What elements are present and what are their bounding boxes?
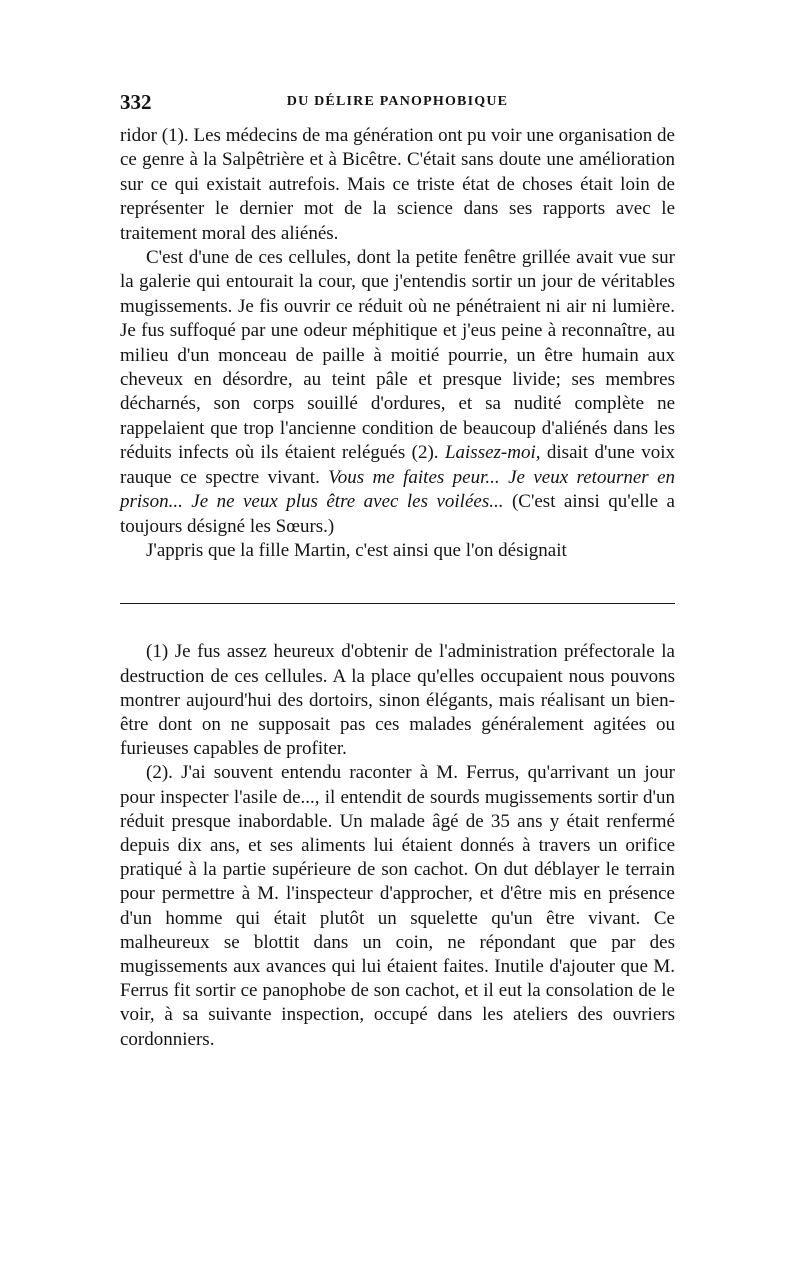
- quote-laissez-moi: Laissez-moi,: [444, 442, 541, 464]
- page-header: [120, 90, 675, 116]
- paragraph-cells-text: C'est d'une de ces cellules, dont la petite fenêtre grillée avait vue sur la galerie qui entourait la cour, que j'entendis sortir un jour de véritables mugissements. Je fis ouvrir ce réduit où ne pénétraient ni air ni lumière. Je fus suffoqué par une odeur méphitique et j'eus peine à reconnaître, au milieu d'un monceau de paille à moitié pourrie, un être humain aux cheveux en désordre, au teint pâle et presque livide; ses membres décharnés, son corps souillé d'ordures, et sa nudité complète ne rappelaient que trop l'ancienne condition de beaucoup d'aliénés dans les réduits infects où ils étaient relégués (2).: [120, 247, 675, 464]
- running-head: DU DÉLIRE PANOPHOBIQUE: [286, 94, 509, 109]
- paragraph-continued: ridor (1). Les médecins de ma génération ont pu voir une organisation de ce genre à la Salpêtrière et à Bicêtre. C'était sans doute une amélioration sur ce qui existait autrefois. Mais ce triste état de choses était loin de représenter le dernier mot de la science dans ses rapports avec le traitement moral des aliénés.: [120, 125, 675, 244]
- page-number: 332: [120, 90, 152, 114]
- paragraph-martin: J'appris que la fille Martin, c'est ainsi que l'on désignait: [146, 539, 567, 561]
- book-page: [120, 90, 675, 1052]
- main-text: [120, 124, 675, 563]
- footnotes: [120, 640, 675, 1051]
- footnote-separator: [120, 603, 675, 604]
- paragraph-cells-speaker: disait d'une voix rauque ce spectre vivant.: [120, 442, 676, 488]
- paragraph-cells-aside: (C'est ainsi qu'elle a toujours désigné les Sœurs.): [120, 491, 675, 537]
- paragraph-cells: [120, 246, 675, 539]
- footnote-2: (2). J'ai souvent entendu raconter à M. Ferrus, qu'arrivant un jour pour inspecter l'asile de..., il entendit de sourds mugissements sortir d'un réduit presque inabordable. Un malade âgé de 35 ans y était renfermé depuis dix ans, et ses aliments lui étaient donnés à travers un orifice pratiqué à la partie supérieure de son cachot. On dut déblayer le terrain pour permettre à M. l'inspecteur d'approcher, et d'être mis en présence d'un homme qui était plutôt un squelette qu'un être vivant. Ce malheureux se blottit dans un coin, ne répondant que par des mugissements aux avances qui lui étaient faites. Inutile d'ajouter que M. Ferrus fit sortir ce panophobe de son cachot, et il eut la consolation de le voir, à sa suivante inspection, occupé dans les ateliers des ouvriers cordonniers.: [120, 762, 675, 1050]
- footnote-1: (1) Je fus assez heureux d'obtenir de l'administration préfectorale la destruction de ces cellules. A la place qu'elles occupaient nous pouvons montrer aujourd'hui des dortoirs, sinon élégants, mais réalisant un bien-être dont on ne supposait pas ces malades généralement agitées ou furieuses capables de profiter.: [120, 641, 675, 760]
- quote-spectre: Vous me faites peur... Je veux retourner en prison... Je ne veux plus être avec les voilées...: [120, 466, 676, 513]
